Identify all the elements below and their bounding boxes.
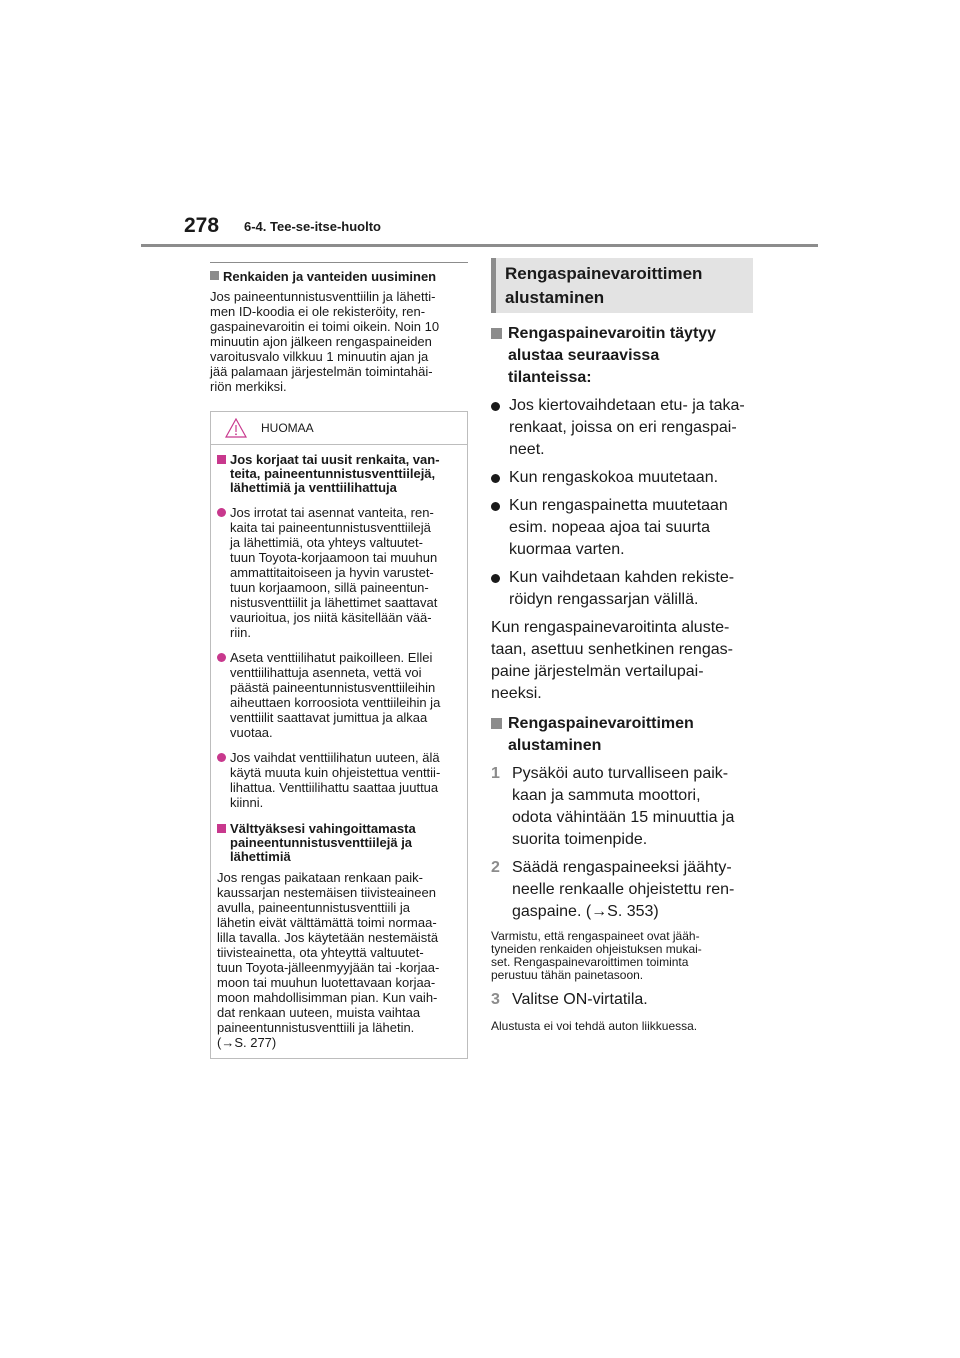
step-item: 3 Valitse ON-virtatila. bbox=[491, 989, 753, 1011]
step-number: 1 bbox=[491, 765, 500, 782]
notice-item: Jos irrotat tai asennat vanteita, ren- kaita tai paineentunnistusventtiilejä ja lähettimiä, ota yhteys valtuutet- tuun Toyota-korjaamoon tai muuhun ammattitaitoiseen ja hyvin varustet- tuun korjaamoon, sillä paineentun- nistusventtiilit ja lähettimet saattavat vaurioitua, jos niitä käsitellään vää- riin. bbox=[217, 505, 461, 640]
notice-header bbox=[211, 412, 467, 445]
left-column bbox=[210, 262, 468, 1059]
round-bullet-icon bbox=[217, 753, 226, 762]
notice-box bbox=[210, 411, 468, 1059]
section-title: 6-4. Tee-se-itse-huolto bbox=[244, 219, 382, 234]
square-bullet-icon bbox=[217, 455, 226, 464]
list-item: Kun rengaspainetta muutetaan esim. nopeaa ajoa tai suurta kuormaa varten. bbox=[491, 495, 753, 561]
initialization-heading: Rengaspainevaroittimen alustaminen bbox=[491, 713, 753, 757]
list-item: Kun rengaskokoa muutetaan. bbox=[491, 467, 753, 489]
step-number: 3 bbox=[491, 991, 500, 1008]
notice-title: HUOMAA bbox=[261, 421, 314, 435]
list-item: Jos kiertovaihdetaan etu- ja taka- renkaat, joissa on eri rengaspai- neet. bbox=[491, 395, 753, 461]
notice-item: Jos vaihdat venttiilihatun uuteen, älä käytä muuta kuin ohjeistettua venttii- lihattua. Venttiilihattu saattaa juuttua kiinni. bbox=[217, 750, 461, 810]
note-text: Varmistu, että rengaspaineet ovat jääh- tyneiden renkaiden ohjeistuksen mukai- set. Rengaspainevaroittimen toiminta perustuu tähän painetasoon. bbox=[491, 929, 702, 982]
notice-heading-repair: Jos korjaat tai uusit renkaita, van- teita, paineentunnistusventtiilejä, lähettimiä ja venttiilihattuja bbox=[217, 453, 461, 495]
section-banner bbox=[491, 258, 753, 313]
square-bullet-icon bbox=[491, 328, 502, 339]
square-bullet-icon bbox=[210, 271, 219, 280]
notice-item: Aseta venttiilihatut paikoilleen. Ellei venttiilihattuja asenneta, vettä voi päästä paineentunnistusventtiileihin aiheuttaen korroosiota venttiileihin ja venttiilit saattavat jumittua ja alkaa vuotaa. bbox=[217, 650, 461, 740]
round-bullet-icon bbox=[491, 574, 500, 583]
note-text: Alustusta ei voi tehdä auton liikkuessa. bbox=[491, 1019, 698, 1033]
notice-paragraph: Jos rengas paikataan renkaan paik- kaussarjan nestemäisen tiivisteaineen avulla, paineentunnistusventtiili ja lähetin eivät välttämättä toimi normaa- lilla tavalla. Jos käytetään nestemäistä tiivisteainetta, ota yhteyttä valtuutet- tuun Toyota-jälleenmyyjään tai -korjaa- moon tai muuhun luotettavaan korjaa- moon mahdollisimman pian. Kun vaih- dat renkaan uuteen, muista vaihtaa paineentunnistusventtiili ja lähetin. (→S. 277) bbox=[217, 870, 440, 1050]
list-item: Kun vaihdetaan kahden rekiste- röidyn rengassarjan välillä. bbox=[491, 567, 753, 611]
notice-heading-damage: Välttyäksesi vahingoittamasta paineentunnistusventtiilejä ja lähettimiä bbox=[217, 822, 461, 864]
round-bullet-icon bbox=[217, 508, 226, 517]
step-item: 2 Säädä rengaspaineeksi jäähty- neelle renkaalle ohjeistettu ren- gaspaine. (→S. 353) bbox=[491, 859, 735, 920]
round-bullet-icon bbox=[217, 653, 226, 662]
square-bullet-icon bbox=[217, 824, 226, 833]
round-bullet-icon bbox=[491, 474, 500, 483]
initialization-paragraph: Kun rengaspainevaroitinta aluste- taan, asettuu senhetkinen rengas- paine järjestelmän vertailupai- neeksi. bbox=[491, 619, 733, 702]
right-column bbox=[491, 258, 753, 1033]
when-to-initialize-heading: Rengaspainevaroitin täytyy alustaa seuraavissa tilanteissa: bbox=[491, 323, 753, 389]
round-bullet-icon bbox=[491, 402, 500, 411]
round-bullet-icon bbox=[491, 502, 500, 511]
banner-title: Rengaspainevaroittimen alustaminen bbox=[505, 264, 703, 307]
step-number: 2 bbox=[491, 859, 500, 876]
square-bullet-icon bbox=[491, 718, 502, 729]
page-number: 278 bbox=[184, 214, 220, 237]
divider bbox=[210, 262, 468, 263]
warning-triangle-icon bbox=[225, 418, 247, 438]
header-rule bbox=[141, 244, 818, 247]
step-item: 1 Pysäköi auto turvalliseen paik- kaan ja sammuta moottori, odota vähintään 15 minuuttia ja suorita toimenpide. bbox=[491, 765, 735, 848]
tire-replacement-paragraph: Jos paineentunnistusventtiilin ja lähetti- men ID-koodia ei ole rekisteröity, ren- gaspainevaroitin ei toimi oikein. Noin 10 minuutin ajon jälkeen rengaspaineiden varoitusvalo vilkkuu 1 minuutin ajan ja jää palamaan järjestelmän toimintahäi- riön merkiksi. bbox=[210, 289, 440, 394]
tire-replacement-heading: Renkaiden ja vanteiden uusiminen bbox=[210, 269, 468, 285]
